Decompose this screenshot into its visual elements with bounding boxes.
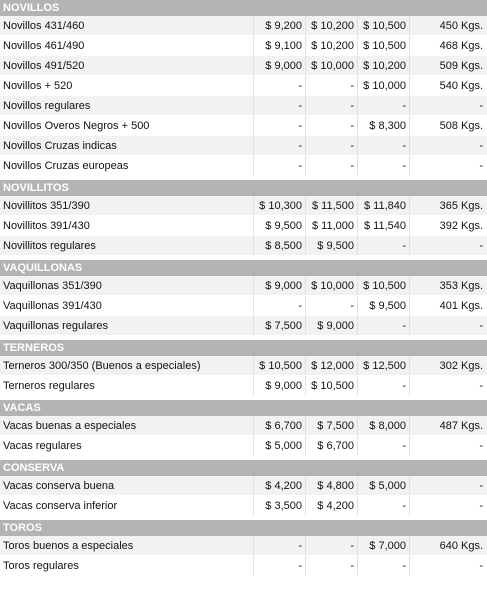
- section-header-vaquillonas: VAQUILLONAS: [0, 260, 487, 276]
- price-max: $ 8,300: [357, 116, 409, 135]
- average-weight: 468 Kgs.: [409, 36, 487, 55]
- section-header-terneros: TERNEROS: [0, 340, 487, 356]
- table-row: [0, 276, 487, 296]
- category-name: Novillos 491/520: [3, 60, 85, 72]
- category-name: Novillitos 351/390: [3, 200, 90, 212]
- price-min: -: [253, 556, 305, 575]
- price-max: -: [357, 136, 409, 155]
- price-max: $ 10,500: [357, 276, 409, 295]
- price-min: $ 8,500: [253, 236, 305, 255]
- price-max: $ 10,000: [357, 76, 409, 95]
- category-name: Vaquillonas 391/430: [3, 300, 102, 312]
- price-max: $ 8,000: [357, 416, 409, 435]
- category-name: Novillos regulares: [3, 100, 91, 112]
- price-max: -: [357, 96, 409, 115]
- average-weight: 487 Kgs.: [409, 416, 487, 435]
- price-max: $ 11,540: [357, 216, 409, 235]
- category-name: Novillos Overos Negros + 500: [3, 120, 150, 132]
- average-weight: 450 Kgs.: [409, 16, 487, 35]
- price-mid: -: [305, 76, 357, 95]
- table-row: [0, 116, 487, 136]
- price-min: $ 9,000: [253, 276, 305, 295]
- price-min: $ 9,500: [253, 216, 305, 235]
- category-name: Vacas conserva buena: [3, 480, 115, 492]
- category-name: Novillitos regulares: [3, 240, 96, 252]
- category-name: Vacas buenas a especiales: [3, 420, 137, 432]
- price-max: -: [357, 436, 409, 455]
- price-min: -: [253, 296, 305, 315]
- price-min: $ 9,000: [253, 56, 305, 75]
- price-min: $ 6,700: [253, 416, 305, 435]
- price-min: $ 10,500: [253, 356, 305, 375]
- price-mid: -: [305, 136, 357, 155]
- table-row: [0, 156, 487, 176]
- price-max: -: [357, 316, 409, 335]
- category-name: Novillitos 391/430: [3, 220, 90, 232]
- price-mid: -: [305, 296, 357, 315]
- price-max: -: [357, 496, 409, 515]
- price-mid: $ 9,000: [305, 316, 357, 335]
- price-max: $ 10,200: [357, 56, 409, 75]
- price-max: $ 10,500: [357, 16, 409, 35]
- average-weight: -: [409, 156, 487, 175]
- price-mid: $ 6,700: [305, 436, 357, 455]
- category-name: Vacas conserva inferior: [3, 500, 118, 512]
- price-mid: $ 12,000: [305, 356, 357, 375]
- table-row: [0, 236, 487, 256]
- price-mid: $ 11,000: [305, 216, 357, 235]
- price-max: $ 7,000: [357, 536, 409, 555]
- table-row: [0, 356, 487, 376]
- price-max: $ 10,500: [357, 36, 409, 55]
- price-mid: $ 10,500: [305, 376, 357, 395]
- average-weight: 392 Kgs.: [409, 216, 487, 235]
- average-weight: 353 Kgs.: [409, 276, 487, 295]
- section-header-novillos: NOVILLOS: [0, 0, 487, 16]
- table-row: [0, 36, 487, 56]
- price-min: $ 9,100: [253, 36, 305, 55]
- price-min: -: [253, 156, 305, 175]
- table-row: [0, 536, 487, 556]
- price-min: $ 5,000: [253, 436, 305, 455]
- price-max: $ 9,500: [357, 296, 409, 315]
- price-max: $ 5,000: [357, 476, 409, 495]
- table-row: [0, 476, 487, 496]
- average-weight: 509 Kgs.: [409, 56, 487, 75]
- price-mid: $ 10,000: [305, 276, 357, 295]
- price-min: $ 3,500: [253, 496, 305, 515]
- price-mid: $ 10,000: [305, 56, 357, 75]
- price-mid: -: [305, 536, 357, 555]
- price-mid: -: [305, 156, 357, 175]
- section-header-conserva: CONSERVA: [0, 460, 487, 476]
- price-min: -: [253, 116, 305, 135]
- price-min: -: [253, 76, 305, 95]
- price-mid: -: [305, 96, 357, 115]
- table-row: [0, 556, 487, 576]
- price-max: $ 11,840: [357, 196, 409, 215]
- price-min: $ 7,500: [253, 316, 305, 335]
- price-mid: -: [305, 116, 357, 135]
- price-mid: $ 4,800: [305, 476, 357, 495]
- average-weight: -: [409, 96, 487, 115]
- price-max: -: [357, 556, 409, 575]
- price-min: -: [253, 96, 305, 115]
- category-name: Novillos 431/460: [3, 20, 85, 32]
- category-name: Toros regulares: [3, 560, 79, 572]
- average-weight: 508 Kgs.: [409, 116, 487, 135]
- table-row: [0, 496, 487, 516]
- price-max: -: [357, 156, 409, 175]
- table-row: [0, 436, 487, 456]
- price-min: $ 10,300: [253, 196, 305, 215]
- table-row: [0, 416, 487, 436]
- average-weight: -: [409, 236, 487, 255]
- table-row: [0, 296, 487, 316]
- average-weight: -: [409, 496, 487, 515]
- average-weight: -: [409, 436, 487, 455]
- table-row: [0, 136, 487, 156]
- average-weight: -: [409, 376, 487, 395]
- section-header-toros: TOROS: [0, 520, 487, 536]
- price-mid: $ 10,200: [305, 36, 357, 55]
- table-row: [0, 376, 487, 396]
- average-weight: -: [409, 556, 487, 575]
- price-mid: $ 10,200: [305, 16, 357, 35]
- price-min: $ 4,200: [253, 476, 305, 495]
- average-weight: -: [409, 316, 487, 335]
- price-mid: $ 9,500: [305, 236, 357, 255]
- average-weight: 302 Kgs.: [409, 356, 487, 375]
- table-row: [0, 56, 487, 76]
- table-row: [0, 216, 487, 236]
- category-name: Vacas regulares: [3, 440, 82, 452]
- table-row: [0, 196, 487, 216]
- section-header-vacas: VACAS: [0, 400, 487, 416]
- average-weight: 540 Kgs.: [409, 76, 487, 95]
- price-min: $ 9,000: [253, 376, 305, 395]
- average-weight: 640 Kgs.: [409, 536, 487, 555]
- category-name: Toros buenos a especiales: [3, 540, 134, 552]
- price-mid: $ 4,200: [305, 496, 357, 515]
- category-name: Novillos Cruzas indicas: [3, 140, 117, 152]
- price-min: -: [253, 136, 305, 155]
- average-weight: -: [409, 476, 487, 495]
- price-min: -: [253, 536, 305, 555]
- category-name: Vaquillonas regulares: [3, 320, 108, 332]
- category-name: Terneros 300/350 (Buenos a especiales): [3, 360, 201, 372]
- category-name: Terneros regulares: [3, 380, 95, 392]
- price-mid: $ 7,500: [305, 416, 357, 435]
- table-row: [0, 16, 487, 36]
- price-mid: $ 11,500: [305, 196, 357, 215]
- category-name: Vaquillonas 351/390: [3, 280, 102, 292]
- category-name: Novillos + 520: [3, 80, 73, 92]
- price-max: -: [357, 376, 409, 395]
- category-name: Novillos Cruzas europeas: [3, 160, 129, 172]
- table-row: [0, 96, 487, 116]
- price-max: -: [357, 236, 409, 255]
- average-weight: -: [409, 136, 487, 155]
- average-weight: 401 Kgs.: [409, 296, 487, 315]
- table-row: [0, 316, 487, 336]
- price-min: $ 9,200: [253, 16, 305, 35]
- table-row: [0, 76, 487, 96]
- price-max: $ 12,500: [357, 356, 409, 375]
- average-weight: 365 Kgs.: [409, 196, 487, 215]
- section-header-novillitos: NOVILLITOS: [0, 180, 487, 196]
- category-name: Novillos 461/490: [3, 40, 85, 52]
- price-mid: -: [305, 556, 357, 575]
